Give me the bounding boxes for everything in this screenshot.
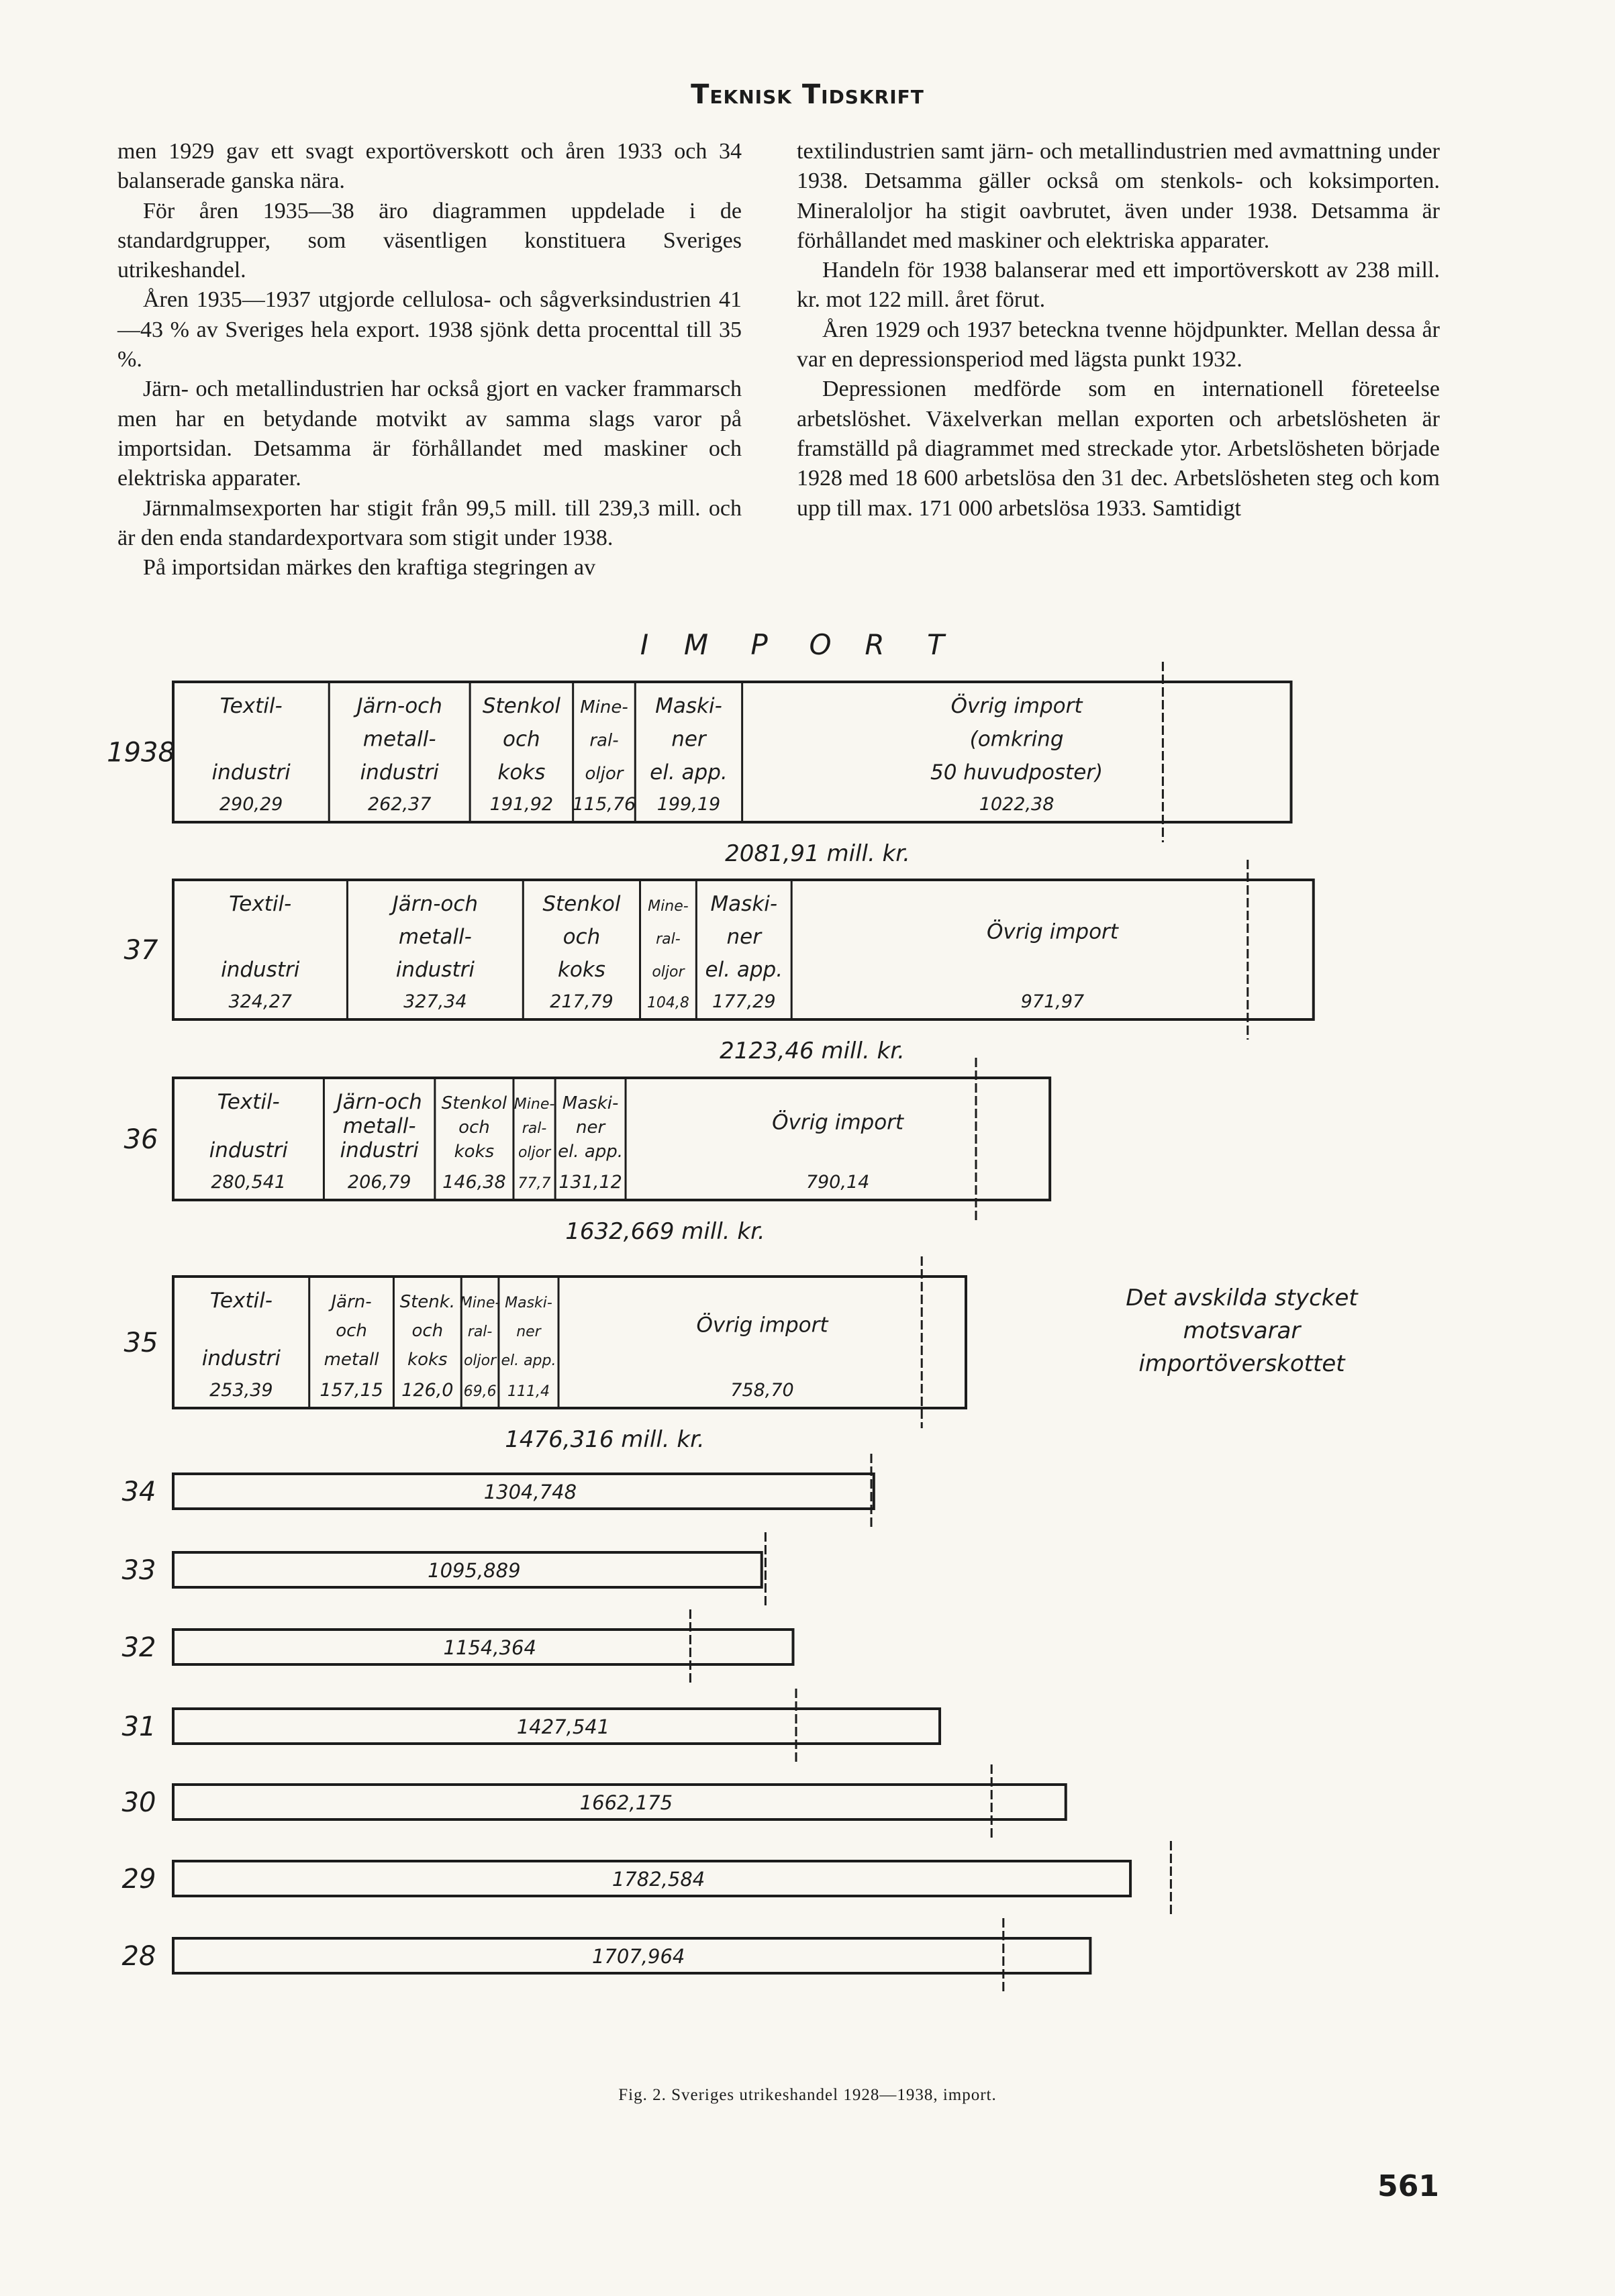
chart-title-letter: R	[865, 628, 885, 661]
segment-value-label: 217,79	[550, 991, 614, 1012]
segment-value-label: 126,0	[401, 1380, 454, 1401]
paragraph: Järn- och metallindustrien har också gjort en vacker frammarsch men har en betydande motvikt av samma slags varor på importsidan. Detsamma är förhållandet med maskiner och elektriska apparater.	[117, 377, 742, 491]
segment-value-label: 177,29	[712, 991, 776, 1012]
segment-value-label: 1022,38	[979, 794, 1055, 815]
segment-category-label: oljor	[518, 1144, 551, 1161]
segment-category-label: Maski-	[710, 892, 778, 916]
segment-category-label: koks	[407, 1350, 448, 1370]
journal-header: Teknisk Tidskrift	[691, 79, 924, 110]
bar-value-label: 1154,364	[443, 1636, 536, 1659]
segment-category-label: industri	[201, 1346, 281, 1370]
segment-category-label: koks	[557, 958, 605, 982]
segment-category-label: Järn-och	[336, 1090, 422, 1114]
segment-category-label: industri	[221, 958, 300, 982]
paragraph: Handeln för 1938 balanserar med ett importöverskott av 238 mill. kr. mot 122 mill. året förut.	[797, 258, 1440, 313]
paragraph: För åren 1935—38 äro diagrammen uppdelade i de standardgrupper, som väsentligen konstituera Sveriges utrikeshandel.	[117, 198, 742, 283]
year-label: 32	[121, 1632, 156, 1663]
paragraph: Åren 1935—1937 utgjorde cellulosa- och sågverksindustrien 41—43 % av Sveriges hela export. 1938 sjönk detta procenttal till 35 %.	[117, 287, 742, 372]
segment-value-label: 191,92	[489, 794, 554, 815]
segment-category-label: Textil-	[217, 1090, 280, 1114]
segment-category-label: el. app.	[705, 958, 783, 982]
segment-category-label: Mine-	[648, 898, 689, 915]
segment-category-label: industri	[360, 760, 439, 785]
year-total-label: 2123,46 mill. kr.	[720, 1038, 905, 1064]
segment-value-label: 790,14	[805, 1172, 870, 1193]
segment-category-label: och	[458, 1117, 490, 1138]
segment-category-label: Övrig import	[772, 1110, 904, 1135]
segment-category-label: Stenkol	[482, 694, 560, 718]
segment-category-label: el. app.	[650, 760, 728, 785]
chart-title-letter: T	[927, 628, 944, 661]
segment-category-label: el. app.	[558, 1142, 624, 1162]
segment-category-label: 50 huvudposter)	[930, 760, 1104, 785]
segment-category-label: metall	[324, 1350, 379, 1370]
segment-value-label: 77,7	[518, 1175, 551, 1192]
segment-category-label: Textil-	[229, 892, 292, 916]
bar-value-label: 1427,541	[516, 1715, 610, 1738]
segment-category-label: och	[411, 1321, 444, 1341]
segment-category-label: oljor	[585, 764, 624, 784]
segment-value-label: 199,19	[656, 794, 721, 815]
segment-category-label: el. app.	[501, 1352, 556, 1369]
year-label: 35	[124, 1328, 158, 1358]
year-label: 1938	[107, 737, 175, 768]
segment-category-label: koks	[454, 1142, 495, 1162]
segment-category-label: metall-	[362, 727, 436, 752]
segment-category-label: Textil-	[219, 694, 283, 718]
segment-category-label: Maski-	[505, 1295, 552, 1311]
segment-value-label: 131,12	[558, 1172, 622, 1193]
paragraph: Åren 1929 och 1937 beteckna tvenne höjdpunkter. Mellan dessa år var en depressionsperiod med lägsta punkt 1932.	[797, 317, 1440, 372]
bar-value-label: 1304,748	[483, 1481, 577, 1503]
segment-category-label: Mine-	[513, 1096, 555, 1113]
segment-category-label: koks	[497, 760, 546, 785]
segment-category-label: Järn-och	[356, 694, 442, 718]
segment-category-label: Textil-	[209, 1289, 273, 1313]
segment-category-label: oljor	[652, 964, 685, 981]
segment-category-label: Övrig import	[696, 1313, 828, 1338]
segment-category-label: Maski-	[655, 694, 722, 718]
figure-caption: Fig. 2. Sveriges utrikeshandel 1928—1938, import.	[618, 2086, 997, 2104]
segment-category-label: ner	[726, 925, 762, 949]
year-total-label: 1632,669 mill. kr.	[565, 1218, 765, 1245]
chart-title-letter: I	[640, 628, 649, 661]
segment-category-label: industri	[395, 958, 475, 982]
segment-category-label: Mine-	[580, 697, 628, 717]
segment-value-label: 146,38	[442, 1172, 506, 1193]
segment-category-label: ral-	[522, 1120, 547, 1137]
segment-category-label: ral-	[467, 1324, 493, 1340]
segment-category-label: och	[562, 925, 601, 949]
year-label: 28	[121, 1941, 156, 1972]
segment-category-label: ner	[575, 1117, 605, 1138]
segment-value-label: 262,37	[367, 794, 432, 815]
stacked-bar-outline	[173, 682, 1291, 822]
stacked-bar-outline	[173, 1277, 966, 1408]
segment-category-label: industri	[340, 1138, 419, 1162]
bar-value-label: 1707,964	[591, 1945, 685, 1968]
segment-value-label: 758,70	[730, 1380, 794, 1401]
segment-category-label: ner	[516, 1324, 541, 1340]
segment-category-label: Stenkol	[542, 892, 621, 916]
segment-value-label: 971,97	[1020, 991, 1085, 1012]
year-label: 29	[121, 1864, 156, 1895]
segment-category-label: Övrig import	[986, 919, 1118, 944]
segment-value-label: 115,76	[572, 794, 636, 815]
paragraph: Depressionen medförde som en internationell företeelse arbetslöshet. Växelverkan mellan exporten och arbetslösheten är framställd på diagrammet med streckade ytor. Arbetslösheten började 1928 med 18 600 arbetslösa den 31 dec. Arbetslösheten steg och kom upp till max. 171 000 arbetslösa 1933. Samtidigt	[797, 377, 1440, 521]
year-label: 33	[121, 1555, 156, 1586]
segment-category-label: (omkring	[969, 727, 1064, 752]
segment-value-label: 327,34	[403, 991, 467, 1012]
segment-value-label: 290,29	[219, 794, 283, 815]
segment-category-label: ner	[671, 727, 706, 752]
chart-title-letter: O	[809, 628, 832, 661]
chart-note-line: motsvarar	[1183, 1317, 1301, 1344]
chart-title-letter: P	[750, 628, 768, 661]
bar-value-label: 1095,889	[428, 1559, 521, 1582]
paragraph: På importsidan märkes den kraftiga stegringen av	[143, 555, 596, 581]
segment-category-label: Järn-och	[392, 892, 479, 916]
bar-value-label: 1662,175	[579, 1791, 673, 1814]
segment-value-label: 104,8	[646, 995, 689, 1011]
segment-category-label: Maski-	[562, 1093, 619, 1113]
segment-category-label: ral-	[656, 931, 681, 948]
year-label: 37	[124, 935, 158, 966]
segment-category-label: ral-	[589, 730, 619, 751]
segment-category-label: metall-	[342, 1114, 416, 1138]
segment-category-label: metall-	[398, 925, 472, 949]
segment-category-label: Järn-	[331, 1292, 372, 1312]
segment-value-label: 157,15	[320, 1380, 383, 1401]
segment-category-label: och	[336, 1321, 367, 1341]
segment-category-label: och	[503, 727, 540, 752]
chart-note-line: importöverskottet	[1138, 1350, 1345, 1377]
paragraph: men 1929 gav ett svagt exportöverskott och åren 1933 och 34 balanserade ganska nära.	[117, 139, 742, 194]
chart-title-letter: M	[683, 628, 709, 661]
segment-value-label: 324,27	[228, 991, 292, 1012]
year-label: 36	[124, 1124, 158, 1155]
year-label: 34	[121, 1477, 156, 1507]
segment-category-label: industri	[209, 1138, 288, 1162]
segment-value-label: 69,6	[463, 1383, 497, 1400]
segment-value-label: 280,541	[211, 1172, 287, 1193]
year-total-label: 2081,91 mill. kr.	[725, 840, 910, 867]
segment-category-label: Stenk.	[399, 1292, 456, 1312]
page-number: 561	[1377, 2169, 1439, 2203]
segment-category-label: Stenkol	[441, 1093, 507, 1113]
segment-value-label: 206,79	[347, 1172, 411, 1193]
segment-category-label: Övrig import	[950, 694, 1083, 718]
segment-value-label: 253,39	[209, 1380, 273, 1401]
paragraph: textilindustrien samt järn- och metallindustrien med avmattning under 1938. Detsamma gäller också om stenkols- och koksimporten. Mineraloljor ha stigit oavbrutet, även under 1938. Detsamma är förhållandet med maskiner och elektriska apparater.	[797, 139, 1440, 253]
segment-category-label: Mine-	[459, 1295, 501, 1311]
segment-value-label: 111,4	[507, 1383, 550, 1400]
year-label: 31	[121, 1711, 156, 1742]
segment-category-label: industri	[211, 760, 291, 785]
segment-category-label: oljor	[463, 1352, 497, 1369]
bar-value-label: 1782,584	[611, 1868, 705, 1891]
paragraph: Järnmalmsexporten har stigit från 99,5 mill. till 239,3 mill. och är den enda standardexportvara som stigit under 1938.	[117, 495, 742, 550]
year-total-label: 1476,316 mill. kr.	[505, 1426, 705, 1453]
year-label: 30	[121, 1787, 156, 1818]
chart-note-line: Det avskilda stycket	[1126, 1285, 1358, 1311]
